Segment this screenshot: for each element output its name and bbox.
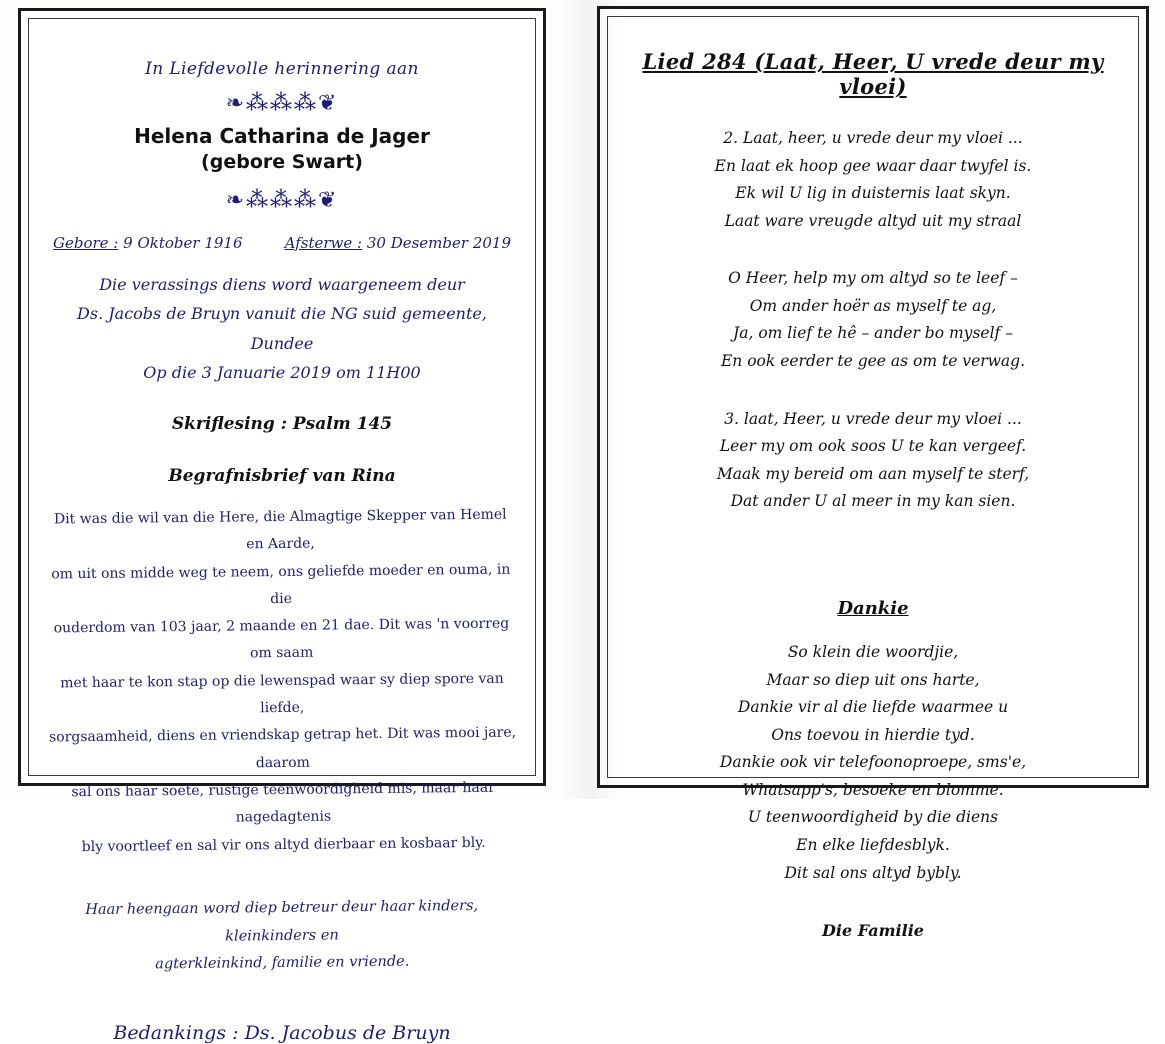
birth-date-group	[53, 234, 243, 252]
letter-line-7: bly voortleef en sal vir ons altyd dierbaar en kosbaar bly.	[81, 834, 486, 855]
verse1-line-4: Laat ware vreugde altyd uit my straal	[724, 211, 1022, 230]
letter-body-second	[47, 892, 518, 980]
dankie-line-2: Maar so diep uit ons harte,	[766, 670, 980, 689]
letter-line-5: sorgsaamheid, diens en vriendskap getrap het. Dit was mooi jare, daarom	[48, 724, 517, 771]
verse1-line-2: En laat ek hoop gee waar daar twyfel is.	[714, 156, 1032, 175]
dankie-body	[626, 639, 1120, 887]
verse1-line-3: Ek wil U lig in duisternis laat skyn.	[735, 184, 1011, 203]
birth-date-label: Gebore :	[53, 233, 119, 252]
dankie-line-8: En elke liefdesblyk.	[796, 835, 950, 854]
verse1-line-1: 2. Laat, heer, u vrede deur my vloei ...	[723, 129, 1023, 147]
ornament-bottom-icon	[47, 187, 517, 213]
memorial-intro-text: In Liefdevolle herinnering aan	[145, 59, 419, 79]
birth-date-value: 9 Oktober 1916	[123, 233, 243, 252]
death-date-label: Afsterwe :	[284, 233, 363, 252]
service-details	[47, 270, 517, 388]
deceased-full-name: Helena Catharina de Jager	[134, 124, 430, 148]
letter-body	[45, 502, 519, 862]
letter-line-4: met haar te kon stap op die lewenspad waar sy diep spore van liefde,	[60, 670, 504, 717]
dankie-line-6: Whatsapp's, besoeke en blomme.	[742, 780, 1004, 799]
letter-line-2: om uit ons midde weg te neem, ons geliefde moeder en ouma, in die	[51, 561, 511, 608]
letter-title: Begrafnisbrief van Rina	[168, 466, 396, 487]
dankie-title: Dankie	[837, 597, 909, 619]
dankie-line-5: Dankie ook vir telefoonoproepe, sms'e,	[719, 753, 1027, 772]
letter2-line-1: Haar heengaan word diep betreur deur haar kinders, kleinkinders en	[85, 897, 479, 945]
letter-line-3: ouderdom van 103 jaar, 2 maande en 21 dae. Dit was 'n voorreg om saam	[53, 615, 510, 662]
service-line-1: Die verassings diens word waargeneem deur	[99, 274, 465, 294]
service-line-2: Ds. Jacobs de Bruyn vanuit die NG suid gemeente, Dundee	[77, 304, 487, 353]
dankie-line-9: Dit sal ons altyd bybly.	[784, 863, 962, 882]
hymn-title: Lied 284 (Laat, Heer, U vrede deur my vloei)	[642, 49, 1104, 99]
letter-line-6: sal ons haar soete, rustige teenwoordigheid mis, maar haar nagedagtenis	[71, 779, 495, 826]
left-page-inner-border	[28, 18, 536, 1044]
hymn-verse-1	[626, 125, 1120, 235]
death-date-group	[285, 234, 511, 252]
service-line-3: Op die 3 Januarie 2019 om 11H00	[143, 363, 421, 383]
verse3-line-1: 3. laat, Heer, u vrede deur my vloei ...	[724, 409, 1022, 428]
hymn-verse-3	[626, 406, 1120, 516]
dankie-line-1: So klein die woordjie,	[787, 642, 959, 661]
family-signature: Die Familie	[822, 921, 924, 941]
verse3-line-4: Dat ander U al meer in my kan sien.	[730, 492, 1016, 511]
verse2-line-1: O Heer, help my om altyd so te leef –	[728, 269, 1018, 288]
right-page-inner-border	[607, 16, 1139, 941]
hymn-verse-2	[626, 265, 1120, 375]
acknowledgements-text: Bedankings : Ds. Jacobus de Bruyn	[113, 1021, 451, 1044]
deceased-name	[47, 123, 517, 176]
verse3-line-2: Leer my om ook soos U te kan vergeef.	[719, 437, 1027, 456]
scripture-reading: Skriflesing : Psalm 145	[171, 414, 393, 435]
verse2-line-3: Ja, om lief te hê – ander bo myself –	[733, 324, 1013, 343]
death-date-value: 30 Desember 2019	[366, 233, 511, 252]
dankie-line-3: Dankie vir al die liefde waarmee u	[737, 698, 1009, 717]
letter-line-1: Dit was die wil van die Here, die Almagtige Skepper van Hemel en Aarde,	[53, 506, 507, 553]
ornament-top-icon	[47, 93, 517, 115]
verse2-line-4: En ook eerder te gee as om te verwag.	[720, 352, 1026, 371]
letter2-line-2: agterkleinkind, familie en vriende.	[155, 953, 410, 973]
dankie-line-4: Ons toevou in hierdie tyd.	[771, 725, 975, 744]
deceased-maiden-name: (gebore Swart)	[201, 151, 363, 173]
verse3-line-3: Maak my bereid om aan myself te sterf,	[716, 464, 1030, 483]
ornament-top-glyph: ❧⁂⁂⁂❦	[225, 91, 339, 116]
life-dates	[53, 234, 511, 252]
ornament-bottom-glyph: ❧⁂⁂⁂❦	[225, 187, 339, 213]
right-page	[597, 6, 1149, 941]
verse2-line-2: Om ander hoër as myself te ag,	[749, 296, 997, 315]
dankie-line-7: U teenwoordigheid by die diens	[747, 808, 999, 827]
left-page	[18, 8, 546, 1044]
